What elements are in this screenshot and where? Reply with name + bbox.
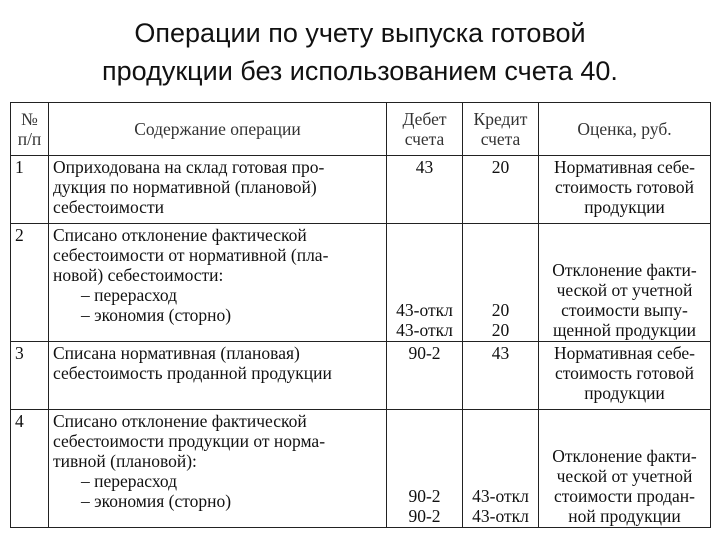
value-line: продукции — [584, 383, 665, 403]
credit-value: 20 — [491, 157, 510, 177]
header-debit-line: Дебет — [402, 109, 447, 129]
content-line: новой) себестоимости: — [53, 265, 224, 285]
header-content: Содержание операции — [49, 103, 387, 156]
value-line: продукции — [584, 197, 665, 217]
value-line: Отклонение факти- — [552, 446, 697, 466]
row-debit — [387, 156, 463, 224]
row-num: 3 — [11, 342, 49, 410]
content-line: – перерасход — [81, 471, 178, 491]
row-value — [539, 410, 711, 528]
header-credit-line: счета — [480, 129, 521, 149]
content-line: – перерасход — [81, 285, 178, 305]
content-line: себестоимости от нормативной (пла- — [53, 245, 329, 265]
header-debit — [387, 103, 463, 156]
credit-value: 43-откл — [472, 506, 529, 526]
row-debit — [387, 342, 463, 410]
row-value — [539, 342, 711, 410]
value-line: Нормативная себе- — [554, 157, 695, 177]
title-line-1: Операции по учету выпуска готовой — [134, 18, 586, 48]
debit-value: 43-откл — [396, 300, 453, 320]
content-line: Списано отклонение фактической — [53, 411, 307, 431]
row-num: 1 — [11, 156, 49, 224]
header-value: Оценка, руб. — [539, 103, 711, 156]
value-line: стоимости выпу- — [561, 300, 688, 320]
header-debit-line: счета — [404, 129, 445, 149]
table-row — [11, 342, 711, 410]
header-num-line: п/п — [17, 129, 42, 149]
value-line: ческой от учетной — [556, 280, 693, 300]
page-title — [0, 14, 720, 90]
row-debit — [387, 224, 463, 342]
table-row — [11, 156, 711, 224]
content-line: Оприходована на склад готовая про- — [53, 157, 325, 177]
debit-value: 90-2 — [408, 486, 441, 506]
header-num — [11, 103, 49, 156]
credit-value: 20 — [491, 300, 510, 320]
header-num-line: № — [21, 109, 38, 129]
row-num: 2 — [11, 224, 49, 342]
content-line: себестоимость проданной продукции — [53, 363, 332, 383]
table-row — [11, 410, 711, 528]
row-content — [49, 410, 387, 528]
operations-table — [10, 102, 711, 528]
credit-value: 43 — [491, 343, 510, 363]
value-line: стоимости продан- — [554, 486, 695, 506]
row-content — [49, 224, 387, 342]
header-credit-line: Кредит — [473, 109, 528, 129]
content-line: Списана нормативная (плановая) — [53, 343, 300, 363]
header-credit — [463, 103, 539, 156]
content-line: дукция по нормативной (плановой) — [53, 177, 317, 197]
row-credit — [463, 342, 539, 410]
table-row — [11, 224, 711, 342]
debit-value: 90-2 — [408, 506, 441, 526]
content-line: – экономия (сторно) — [81, 305, 232, 325]
content-line: – экономия (сторно) — [81, 491, 232, 511]
row-content — [49, 342, 387, 410]
credit-value: 20 — [491, 320, 510, 340]
table-header-row — [11, 103, 711, 156]
value-line: Нормативная себе- — [554, 343, 695, 363]
row-value — [539, 156, 711, 224]
value-line: стоимость готовой — [554, 177, 695, 197]
debit-value: 43 — [415, 157, 434, 177]
value-line: щенной продукции — [552, 320, 697, 340]
row-value — [539, 224, 711, 342]
row-num: 4 — [11, 410, 49, 528]
value-line: Отклонение факти- — [552, 260, 697, 280]
row-credit — [463, 224, 539, 342]
credit-value: 43-откл — [472, 486, 529, 506]
value-line: ческой от учетной — [556, 466, 693, 486]
debit-value: 43-откл — [396, 320, 453, 340]
content-line: Списано отклонение фактической — [53, 225, 307, 245]
row-credit — [463, 156, 539, 224]
content-line: себестоимости продукции от норма- — [53, 431, 326, 451]
row-debit — [387, 410, 463, 528]
value-line: стоимость готовой — [554, 363, 695, 383]
row-credit — [463, 410, 539, 528]
content-line: тивной (плановой): — [53, 451, 197, 471]
title-line-2: продукции без использованием счета 40. — [102, 56, 618, 86]
row-content — [49, 156, 387, 224]
content-line: себестоимости — [53, 197, 164, 217]
debit-value: 90-2 — [408, 343, 441, 363]
value-line: ной продукции — [568, 506, 681, 526]
